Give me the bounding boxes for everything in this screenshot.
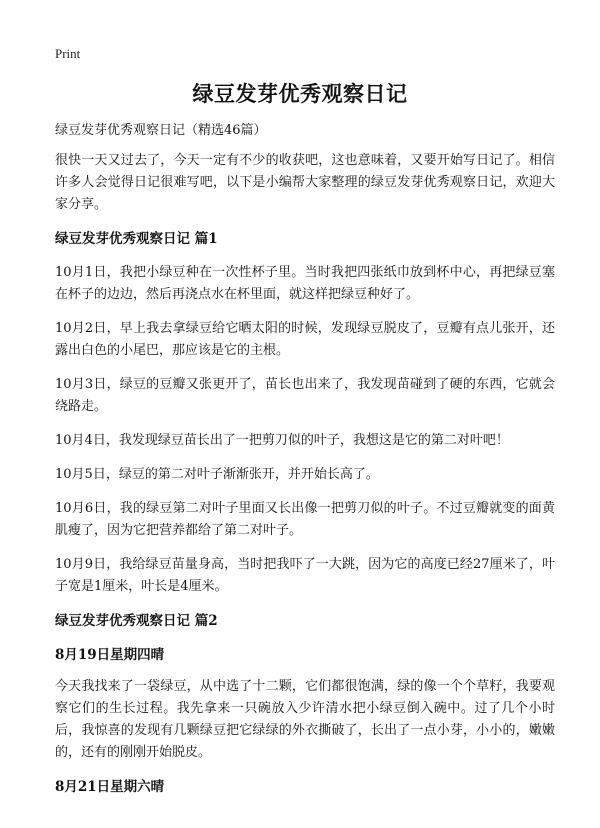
diary-paragraph: 10月9日，我给绿豆苗量身高，当时把我吓了一大跳，因为它的高度已经27厘米了，叶子宽是1厘米，叶长是4厘米。 xyxy=(55,557,555,594)
article-body xyxy=(55,120,555,808)
diary-paragraph: 10月3日，绿豆的豆瓣又张更开了，苗长也出来了，我发现苗碰到了硬的东西，它就会绕路走。 xyxy=(55,377,555,414)
page-title: 绿豆发芽优秀观察日记 xyxy=(192,81,408,106)
article-subtitle: 绿豆发芽优秀观察日记（精选46篇） xyxy=(55,123,267,138)
entry-date: 8月21日星期六晴 xyxy=(55,779,165,795)
diary-paragraph: 10月4日，我发现绿豆苗长出了一把剪刀似的叶子，我想这是它的第二对叶吧！ xyxy=(55,433,509,448)
section-heading-1: 绿豆发芽优秀观察日记 篇1 xyxy=(55,231,218,247)
entry-date: 8月19日星期四晴 xyxy=(55,647,165,663)
diary-paragraph: 今天我找来了一袋绿豆，从中选了十二颗，它们都很饱满，绿的像一个个草籽，我要观察它们的生长过程。我先拿来一只碗放入少许清水把小绿豆倒入碗中。过了几个小时后，我惊喜的发现有几颗绿豆把它绿绿的外衣撕破了，长出了一点小芽，小小的，嫩嫩的，还有的刚刚开始脱皮。 xyxy=(55,679,555,760)
diary-paragraph: 10月5日，绿豆的第二对叶子渐渐张开，并开始长高了。 xyxy=(55,467,379,482)
section-heading-2: 绿豆发芽优秀观察日记 篇2 xyxy=(55,613,218,629)
print-link[interactable]: Print xyxy=(55,46,81,61)
intro-paragraph: 很快一天又过去了，今天一定有不少的收获吧，这也意味着，又要开始写日记了。相信许多人会觉得日记很难写吧，以下是小编帮大家整理的绿豆发芽优秀观察日记，欢迎大家分享。 xyxy=(55,153,555,212)
diary-paragraph: 10月6日，我的绿豆第二对叶子里面又长出像一把剪刀似的叶子。不过豆瓣就变的面黄肌瘦了，因为它把营养都给了第二对叶子。 xyxy=(55,501,555,538)
diary-paragraph: 10月2日，早上我去拿绿豆给它晒太阳的时候，发现绿豆脱皮了，豆瓣有点儿张开，还露出白色的小尾巴，那应该是它的主根。 xyxy=(55,321,555,358)
diary-paragraph: 10月1日，我把小绿豆种在一次性杯子里。当时我把四张纸巾放到杯中心，再把绿豆塞在杯子的边边，然后再浇点水在杯里面，就这样把绿豆种好了。 xyxy=(55,265,555,302)
